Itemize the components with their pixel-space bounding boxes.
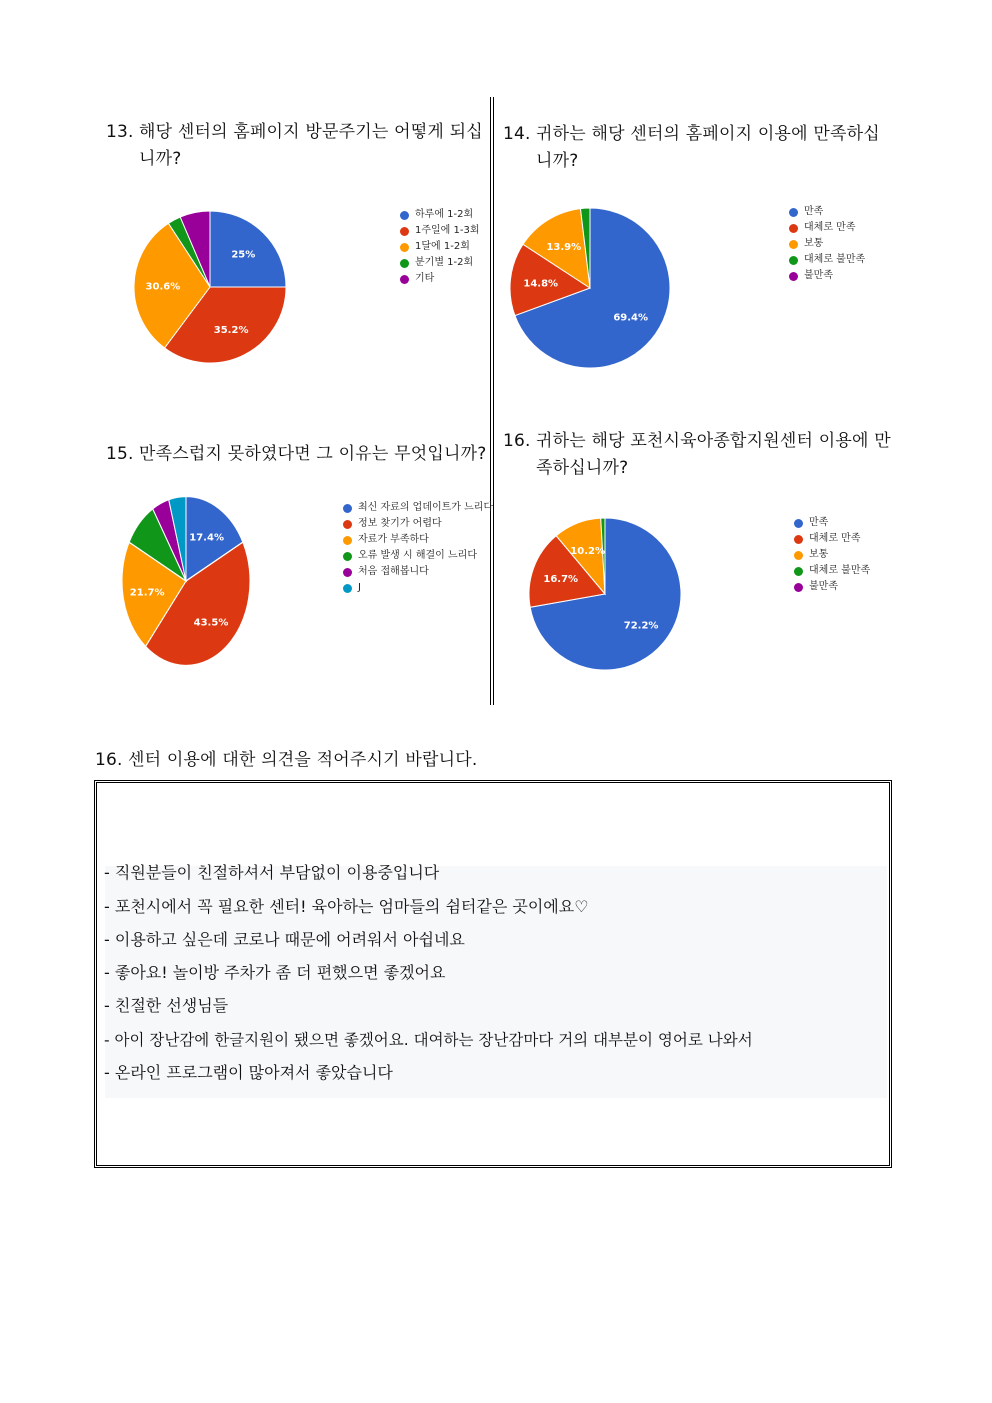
legend-q14 [789,204,865,284]
slice-label: 43.5% [193,617,229,629]
legend-swatch [794,567,803,576]
legend-swatch [343,552,352,561]
opinion-item: - 온라인 프로그램이 많아져서 좋았습니다 [104,1063,393,1082]
legend-label: 보통 [804,238,824,249]
legend-swatch [400,259,409,268]
legend-swatch [794,535,803,544]
legend-swatch [794,583,803,592]
opinion-item: - 친절한 선생님들 [104,996,229,1015]
legend-item [794,579,870,595]
opinion-item: - 이용하고 싶은데 코로나 때문에 어려워서 아쉽네요 [104,930,465,949]
legend-label: 보통 [809,549,829,560]
pie-chart-q15 [109,487,263,675]
pie-chart-q16 [515,504,695,684]
legend-swatch [789,240,798,249]
legend-label: 대체로 만족 [809,533,861,544]
opinion-item: - 직원분들이 친절하셔서 부담없이 이용중입니다 [104,863,440,882]
legend-swatch [343,520,352,529]
legend-item [789,204,865,220]
legend-q13 [400,207,480,287]
pie-chart-q14 [496,194,684,382]
legend-item [400,239,480,255]
legend-label: J [358,582,361,593]
question-15 [106,441,496,468]
legend-item [794,563,870,579]
legend-swatch [794,551,803,560]
question-number: 16. [503,431,531,451]
opinion-item: - 아이 장난감에 한글지원이 됐으면 좋겠어요. 대여하는 장난감마다 거의 대부분이 영어로 나와서 [104,1031,753,1049]
legend-swatch [400,243,409,252]
legend-swatch [794,519,803,528]
slice-label: 17.4% [189,532,224,544]
legend-label: 최신 자료의 업데이트가 느리다 [358,502,494,513]
question-16-satisfaction [503,428,893,482]
legend-label: 불만족 [804,270,833,281]
legend-swatch [789,208,798,217]
question-13 [106,119,496,173]
slice-label: 30.6% [145,281,181,293]
question-number: 13. [106,122,134,142]
question-text: 귀하는 해당 센터의 홈페이지 이용에 만족하십 [536,124,880,144]
question-14 [503,121,893,175]
slice-label: 72.2% [623,620,659,632]
legend-item [400,271,480,287]
legend-q16 [794,515,870,595]
question-text-cont: 족하십니까? [536,458,629,478]
legend-item [400,207,480,223]
legend-swatch [789,272,798,281]
legend-swatch [400,275,409,284]
legend-label: 자료가 부족하다 [358,534,429,545]
pie-slices [122,497,250,666]
opinion-item: - 포천시에서 꼭 필요한 센터! 육아하는 엄마들의 쉼터같은 곳이에요♡ [104,897,589,916]
legend-item [794,547,870,563]
legend-label: 1주일에 1-3회 [415,225,480,236]
legend-swatch [343,584,352,593]
question-text-cont: 니까? [536,151,579,171]
legend-swatch [400,227,409,236]
legend-item [343,548,493,564]
slice-label: 14.8% [523,278,559,290]
legend-label: 정보 찾기가 어렵다 [358,518,442,529]
legend-q15 [343,500,493,596]
question-text: 귀하는 해당 포천시육아종합지원센터 이용에 만 [536,431,891,451]
legend-swatch [789,256,798,265]
legend-label: 처음 접해봅니다 [358,566,429,577]
legend-item [343,500,493,516]
legend-item [343,516,493,532]
legend-item [789,252,865,268]
legend-label: 1달에 1-2회 [415,241,470,252]
slice-label: 25% [231,249,256,261]
legend-item [400,223,480,239]
column-divider [490,97,494,705]
legend-item [343,580,493,596]
opinion-item: - 좋아요! 놀이방 주차가 좀 더 편했으면 좋겠어요 [104,963,446,982]
legend-label: 대체로 불만족 [804,254,866,265]
legend-swatch [400,211,409,220]
legend-label: 분기별 1-2회 [415,257,474,268]
legend-label: 만족 [804,206,824,217]
legend-item [343,564,493,580]
question-text: 해당 센터의 홈페이지 방문주기는 어떻게 되십 [139,122,483,142]
question-text: 만족스럽지 못하였다면 그 이유는 무엇입니까? [139,444,487,464]
legend-label: 불만족 [809,581,838,592]
legend-item [794,531,870,547]
legend-swatch [343,568,352,577]
question-16-opinion [95,747,695,774]
legend-item [400,255,480,271]
legend-label: 기타 [415,273,435,284]
slice-label: 35.2% [213,325,249,337]
slice-label: 10.2% [570,546,606,558]
slice-label: 21.7% [129,587,165,599]
legend-item [789,268,865,284]
legend-item [789,236,865,252]
legend-swatch [343,504,352,513]
slice-label: 16.7% [543,573,579,585]
legend-item [789,220,865,236]
question-number: 15. [106,444,134,464]
slice-label: 13.9% [546,241,582,253]
question-text: 센터 이용에 대한 의견을 적어주시기 바랍니다. [128,750,478,770]
question-number: 16. [95,750,123,770]
question-text-cont: 니까? [139,149,182,169]
legend-label: 대체로 불만족 [809,565,871,576]
slice-label: 69.4% [613,312,649,324]
question-number: 14. [503,124,531,144]
legend-item [343,532,493,548]
legend-label: 하루에 1-2회 [415,209,474,220]
legend-label: 오류 발생 시 해결이 느리다 [358,550,477,561]
legend-swatch [343,536,352,545]
pie-slices [529,518,681,670]
pie-chart-q13 [121,198,301,378]
legend-label: 대체로 만족 [804,222,856,233]
legend-swatch [789,224,798,233]
legend-label: 만족 [809,517,829,528]
legend-item [794,515,870,531]
